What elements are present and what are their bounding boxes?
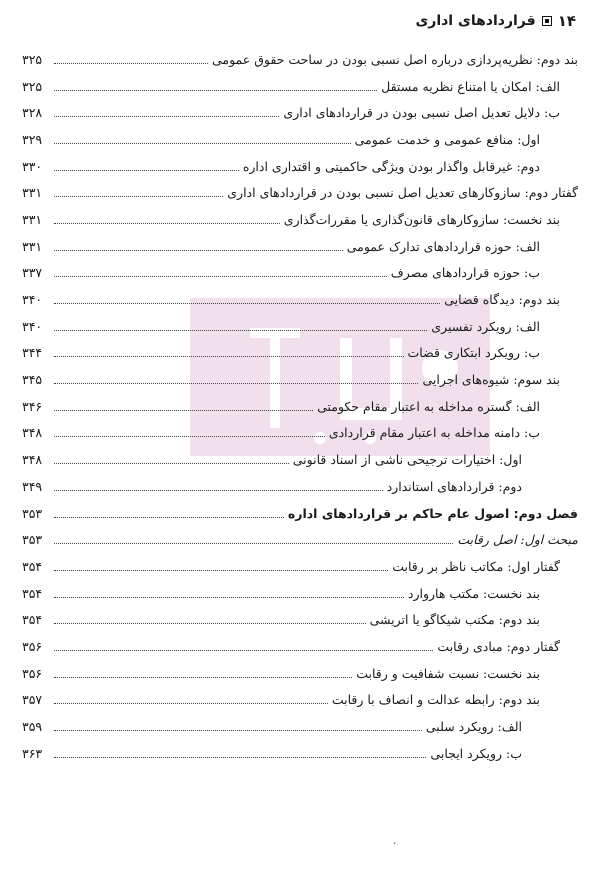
dot-leader: [54, 650, 433, 651]
toc-entry[interactable]: [22, 446, 578, 473]
toc-entry-title: الف: رویکرد تفسیری: [431, 318, 540, 334]
toc-entry-title: ب: دامنه مداخله به اعتبار مقام قراردادی: [328, 425, 540, 441]
dot-leader: [54, 623, 366, 624]
toc-entry[interactable]: [22, 260, 578, 287]
toc-entry-page: ۳۲۵: [22, 51, 43, 67]
toc-entry-title: اول: منافع عمومی و خدمت عمومی: [354, 131, 540, 147]
toc-entry-title: بند دوم: دیدگاه قضایی: [444, 292, 560, 308]
dot-leader: [54, 677, 352, 678]
square-bullet-icon: [542, 16, 552, 26]
dot-leader: [54, 570, 388, 571]
dot-leader: [54, 383, 418, 384]
toc-entry[interactable]: [22, 126, 578, 153]
dot-leader: [54, 490, 383, 491]
toc-entry[interactable]: [22, 606, 578, 633]
toc-entry[interactable]: [22, 233, 578, 260]
toc-entry-page: ۳۳۱: [22, 185, 43, 201]
toc-entry-page: ۳۲۸: [22, 105, 43, 121]
toc-entry[interactable]: [22, 473, 578, 500]
toc-entry-title: گفتار دوم: مبادی رقابت: [437, 638, 560, 654]
toc-entry-page: ۳۴۸: [22, 452, 43, 468]
toc-entry-title: بند نخست: سازوکارهای قانون‌گذاری یا مقررات‌گذاری: [283, 211, 560, 227]
toc-entry[interactable]: [22, 500, 578, 527]
toc-entry[interactable]: [22, 179, 578, 206]
toc-entry[interactable]: [22, 553, 578, 580]
dot-leader: [54, 330, 427, 331]
dot-leader: [54, 63, 208, 64]
toc-entry[interactable]: [22, 713, 578, 740]
toc-entry-title: بند دوم: نظریه‌پردازی درباره اصل نسبی بودن در ساحت حقوق عمومی: [211, 51, 578, 67]
toc-entry-page: ۳۵۶: [22, 638, 43, 654]
toc-entry-title: دوم: قراردادهای استاندارد: [386, 478, 522, 494]
dot-leader: [54, 517, 284, 518]
toc-entry[interactable]: [22, 660, 578, 687]
dot-leader: [54, 730, 422, 731]
toc-entry-page: ۳۳۱: [22, 211, 43, 227]
toc-entry-page: ۳۵۴: [22, 585, 43, 601]
toc-entry-title: ب: رویکرد ایجابی: [430, 745, 522, 761]
footer-mark: ٠: [392, 838, 398, 849]
dot-leader: [54, 170, 239, 171]
toc-entry-title: الف: حوزه قراردادهای تدارک عمومی: [346, 238, 540, 254]
toc-entry[interactable]: [22, 420, 578, 447]
dot-leader: [54, 597, 404, 598]
dot-leader: [54, 436, 325, 437]
dot-leader: [54, 703, 328, 704]
toc-entry[interactable]: [22, 99, 578, 126]
table-of-contents: [22, 46, 578, 767]
toc-entry-page: ۳۲۵: [22, 78, 43, 94]
dot-leader: [54, 90, 377, 91]
toc-entry-title: ب: دلایل تعدیل اصل نسبی بودن در قراردادهای اداری: [283, 105, 560, 121]
toc-entry-page: ۳۳۷: [22, 265, 43, 281]
toc-entry-page: ۳۴۶: [22, 398, 43, 414]
toc-entry-title: گفتار دوم: سازوکارهای تعدیل اصل نسبی بودن در قراردادهای اداری: [227, 185, 578, 201]
toc-entry-title: بند دوم: رابطه عدالت و انصاف با رقابت: [331, 692, 540, 708]
toc-entry[interactable]: [22, 73, 578, 100]
toc-entry-page: ۳۴۴: [22, 345, 43, 361]
toc-entry-title: اول: اختیارات ترجیحی ناشی از اسناد قانونی: [292, 452, 522, 468]
toc-entry-page: ۳۲۹: [22, 131, 43, 147]
toc-entry-title: بند دوم: مکتب شیکاگو یا اتریشی: [369, 612, 540, 628]
dot-leader: [54, 543, 453, 544]
toc-entry-title: الف: گستره مداخله به اعتبار مقام حکومتی: [317, 398, 540, 414]
toc-entry-title: بند سوم: شیوه‌های اجرایی: [422, 372, 560, 388]
dot-leader: [54, 276, 387, 277]
header-page-number: ۱۴: [557, 12, 576, 30]
toc-entry-title: فصل دوم: اصول عام حاکم بر قراردادهای اداره: [287, 505, 578, 521]
toc-entry-page: ۳۶۳: [22, 745, 43, 761]
dot-leader: [54, 757, 426, 758]
toc-entry[interactable]: [22, 340, 578, 367]
toc-entry[interactable]: [22, 526, 578, 553]
dot-leader: [54, 223, 280, 224]
toc-entry-page: ۳۳۰: [22, 158, 43, 174]
toc-entry-page: ۳۴۸: [22, 425, 43, 441]
toc-entry-title: بند نخست: مکتب هاروارد: [407, 585, 540, 601]
toc-entry[interactable]: [22, 313, 578, 340]
toc-entry[interactable]: [22, 286, 578, 313]
toc-entry[interactable]: [22, 206, 578, 233]
toc-entry-page: ۳۴۵: [22, 372, 43, 388]
toc-entry-page: ۳۴۰: [22, 292, 43, 308]
toc-entry-page: ۳۵۷: [22, 692, 43, 708]
toc-entry[interactable]: [22, 366, 578, 393]
toc-entry[interactable]: [22, 46, 578, 73]
dot-leader: [54, 463, 289, 464]
toc-entry-title: بند نخست: نسبت شفافیت و رقابت: [356, 665, 540, 681]
toc-entry-title: دوم: غیرقابل واگذار بودن ویژگی حاکمیتی و اقتداری اداره: [242, 158, 540, 174]
toc-entry-page: ۳۵۹: [22, 719, 43, 735]
toc-entry-page: ۳۵۴: [22, 558, 43, 574]
toc-entry-page: ۳۴۹: [22, 478, 43, 494]
running-header: [415, 12, 576, 30]
toc-entry-title: مبحث اول: اصل رقابت: [457, 532, 578, 548]
header-title: قراردادهای اداری: [415, 13, 536, 29]
toc-entry-page: ۳۵۳: [22, 505, 43, 521]
toc-entry[interactable]: [22, 740, 578, 767]
toc-entry[interactable]: [22, 153, 578, 180]
dot-leader: [54, 410, 313, 411]
toc-entry-title: الف: رویکرد سلبی: [425, 719, 522, 735]
toc-entry[interactable]: [22, 687, 578, 714]
toc-entry-title: ب: رویکرد ابتکاری قضات: [407, 345, 540, 361]
toc-entry-title: ب: حوزه قراردادهای مصرف: [390, 265, 540, 281]
toc-entry-page: ۳۵۶: [22, 665, 43, 681]
toc-entry[interactable]: [22, 580, 578, 607]
toc-entry-title: گفتار اول: مکاتب ناظر بر رقابت: [392, 558, 560, 574]
dot-leader: [54, 196, 223, 197]
toc-entry-title: الف: امکان یا امتناع نظریه مستقل: [381, 78, 560, 94]
dot-leader: [54, 116, 279, 117]
toc-entry-page: ۳۵۴: [22, 612, 43, 628]
toc-entry[interactable]: [22, 393, 578, 420]
toc-entry-page: ۳۳۱: [22, 238, 43, 254]
dot-leader: [54, 250, 343, 251]
dot-leader: [54, 143, 351, 144]
dot-leader: [54, 303, 440, 304]
toc-entry[interactable]: [22, 633, 578, 660]
toc-entry-page: ۳۴۰: [22, 318, 43, 334]
toc-entry-page: ۳۵۳: [22, 532, 43, 548]
dot-leader: [54, 356, 404, 357]
